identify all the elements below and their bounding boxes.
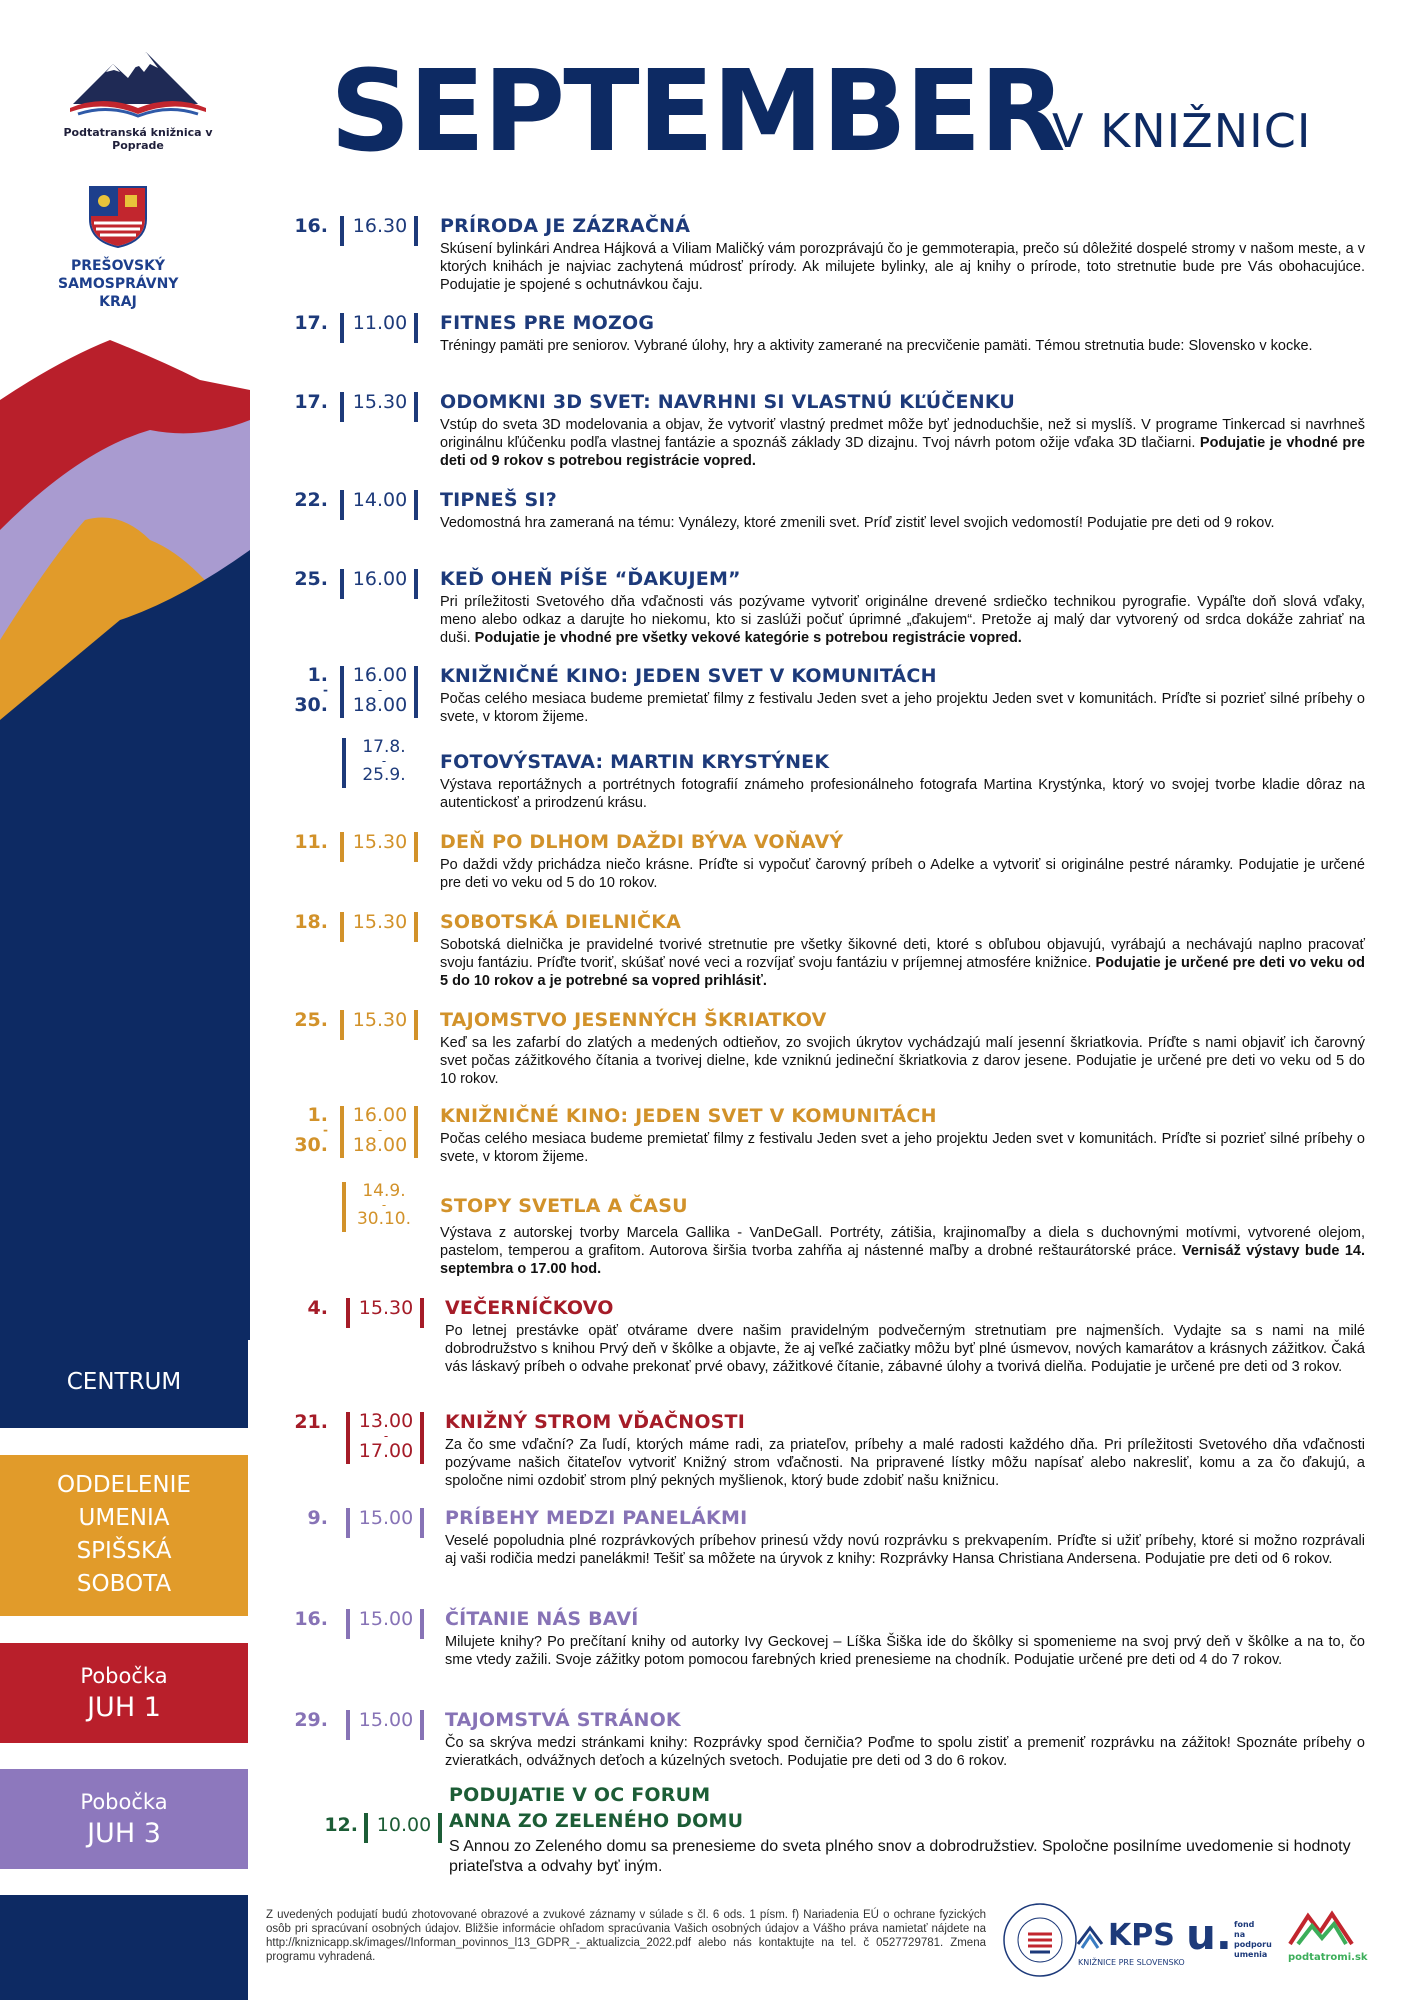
- event-day: 16.: [294, 215, 328, 237]
- event-time: 13.00 - 17.00: [358, 1410, 414, 1462]
- branch-juh1: Pobočka JUH 1: [0, 1643, 248, 1743]
- event-desc: Za čo sme vďační? Za ľudí, ktorých máme radi, za priateľov, príbehy a malé radosti každého dňa. Pri príležitosti Svetového dňa vďačnosti pozývame našich čitateľov vytvoriť Knižný strom vďačnosti. Na pripravené lístky môžu napísať alebo nakresliť, komu a za čo ďakujú, a spoločne nimi ozdobiť strom plný pekných myšlienok, ktorý bude zdobiť našu knižnicu.: [445, 1437, 1365, 1489]
- event-desc: Tréningy pamäti pre seniorov. Vybrané úlohy, hry a aktivity zamerané na precvičenie pamäti. Témou stretnutia bude: Slovensko v kocke.: [440, 338, 1313, 354]
- left-sidebar: [0, 0, 250, 2000]
- library-name: Podtatranská knižnica v Poprade: [63, 126, 213, 152]
- bottom-strip: [0, 1895, 248, 2000]
- branch-centrum: CENTRUM: [0, 1336, 248, 1428]
- event-title: FOTOVÝSTAVA: MARTIN KRYSTÝNEK: [440, 751, 830, 773]
- coat-of-arms-icon: [88, 185, 148, 249]
- branch-umenie: ODDELENIE UMENIA SPIŠSKÁ SOBOTA: [0, 1455, 248, 1616]
- event-title: STOPY SVETLA A ČASU: [440, 1195, 688, 1217]
- event-day: 4.: [307, 1297, 328, 1319]
- event-time: 15.30: [352, 1009, 408, 1031]
- event-day: 29.: [294, 1709, 328, 1731]
- event-pretitle: PODUJATIE V OC FORUM: [449, 1784, 711, 1806]
- mountains-decoration: [0, 340, 250, 1340]
- cvti-seal-icon: [1000, 1900, 1080, 1980]
- library-logo: [38, 42, 238, 152]
- podtatromi-logo: podtatromi.sk: [1288, 1908, 1388, 1963]
- footer-gdpr-text: Z uvedených podujatí budú zhotovované obrazové a zvukové záznamy v súlade s čl. 6 ods. 1 písm. f) Nariadenia EÚ o ochrane fyzických osôb pri spracúvaní osobných údajov. Bližšie informácie ohľadom spracúvania Vašich osobných údajov a Vášho práva namietať nájdete na http://kniznicapp.sk/images//Informan_povinnos_l13_GDPR_-_aktualizcia_2022.pdf alebo nás kontaktujte na tel. č 0527729781. Zmena programu vyhradená.: [266, 1909, 986, 1963]
- event-time: 15.30: [352, 831, 408, 853]
- event-time: 15.30: [352, 911, 408, 933]
- event-title: PRÍBEHY MEDZI PANELÁKMI: [445, 1507, 748, 1529]
- partner-logos: KPS KNIŽNICE PRE SLOVENSKO u. fond na podporu umenia podtatromi.sk: [1000, 1900, 1400, 1990]
- event-desc: Vstúp do sveta 3D modelovania a objav, že vytvoriť vlastný predmet môže byť jednoduchšie, než si myslíš. V programe Tinkercad si navrhneš originálnu kľúčenku podľa vlastnej fantázie a spoznáš základy 3D dizajnu. Tvoj návrh potom ožije vďaka 3D tlačiarni. Podujatie je vhodné pre deti od 9 rokov s potrebou registrácie vopred.: [440, 417, 1365, 469]
- event-title: KEĎ OHEŇ PÍŠE “ĎAKUJEM”: [440, 568, 741, 590]
- event-day: 16.: [294, 1608, 328, 1630]
- page-title: SEPTEMBER: [330, 47, 1064, 177]
- event-time: 14.9. - 30.10.: [356, 1181, 412, 1229]
- event-desc: Počas celého mesiaca budeme premietať filmy z festivalu Jeden svet a jeho projektu Jeden svet v komunitách. Príďte si pozrieť silné príbehy o svete, v ktorom žijeme.: [440, 1131, 1365, 1165]
- event-day: 25.: [294, 568, 328, 590]
- event-time: 16.30: [352, 215, 408, 237]
- event-time: 16.00: [352, 568, 408, 590]
- event-time: 15.00: [358, 1709, 414, 1731]
- event-title: TAJOMSTVO JESENNÝCH ŠKRIATKOV: [440, 1009, 827, 1031]
- event-time: 15.30: [352, 391, 408, 413]
- event-desc: Sobotská dielnička je pravidelné tvorivé stretnutie pre všetky šikovné deti, ktoré s obľubou objavujú, vyrábajú a nechávajú naplno pracovať svoju fantáziu. Príďte tvoriť, skúšať nové veci a rozvíjať svoju fantáziu v príjemnej atmosfére knižnice. Podujatie je určené pre deti vo veku od 5 do 10 rokov a je potrebné sa vopred prihlásiť.: [440, 937, 1365, 989]
- event-desc: Veselé popoludnia plné rozprávkových príbehov prinesú vždy novú rozprávku s prekvapením. Príďte si užiť príbehy, ktoré si možno rozprávali aj vaši rodičia medzi panelákmi! Tešiť sa môžete na úryvok z knihy: Rozprávky Hansa Christiana Andersena. Podujatie pre deti od 6 rokov.: [445, 1533, 1365, 1567]
- event-title: ČÍTANIE NÁS BAVÍ: [445, 1608, 639, 1630]
- mountain-book-icon: [58, 42, 218, 122]
- event-day: 18.: [294, 911, 328, 933]
- event-desc: Pri príležitosti Svetového dňa vďačnosti vás pozývame vytvoriť originálne drevené srdiečko technikou pyrografie. Vypáľte doň slová vďaky, meno alebo odkaz a darujte ho niekomu, kto si zaslúži počuť úprimné „ďakujem“. Pretože aj malý dar vytvorený od srdca dokáže zahriať na duši. Podujatie je vhodné pre všetky vekové kategórie s potrebou registrácie vopred.: [440, 594, 1365, 646]
- event-day: 1. - 30.: [294, 664, 328, 716]
- event-time: 16.00 - 18.00: [352, 1104, 408, 1156]
- event-title: TAJOMSTVÁ STRÁNOK: [445, 1709, 681, 1731]
- cvti-logo: [1000, 1900, 1080, 1984]
- event-desc: Počas celého mesiaca budeme premietať filmy z festivalu Jeden svet a jeho projektu Jeden svet v komunitách. Príďte si pozrieť silné príbehy o svete, v ktorom žijeme.: [440, 691, 1365, 725]
- event-title: ANNA ZO ZELENÉHO DOMU: [449, 1810, 744, 1832]
- event-day: 1. - 30.: [294, 1104, 328, 1156]
- event-day: 11.: [294, 831, 328, 853]
- event-desc: Po daždi vždy prichádza niečo krásne. Príďte si vypočuť čarovný príbeh o Adelke a vytvoriť si originálne pestré náramky. Podujatie je určené pre deti vo veku od 5 do 10 rokov.: [440, 857, 1365, 891]
- event-day: 17.: [294, 312, 328, 334]
- event-day: 25.: [294, 1009, 328, 1031]
- psk-logo: [58, 185, 178, 311]
- event-title: TIPNEŠ SI?: [440, 489, 557, 511]
- event-time: 15.30: [358, 1297, 414, 1319]
- event-day: 21.: [294, 1411, 328, 1433]
- event-time: 11.00: [352, 312, 408, 334]
- event-title: DEŇ PO DLHOM DAŽDI BÝVA VOŇAVÝ: [440, 831, 844, 853]
- event-desc: Čo sa skrýva medzi stránkami knihy: Rozprávky spod černičia? Poďme to spolu zistiť a premeniť rozprávku na zážitok! Spoznáte príbehy o zvieratkách, odvážnych deťoch a kúzelných svetoch. Podujatie pre deti od 3 do 6 rokov.: [445, 1735, 1365, 1769]
- event-title: VEČERNÍČKOVO: [445, 1297, 614, 1319]
- event-time: 10.00: [376, 1814, 432, 1836]
- event-desc: Po letnej prestávke opäť otvárame dvere našim pravidelným podvečerným stretnutiam pre najmenších. Vydajte sa s nami na milé dobrodružstvo s knihou Prvý deň v škôlke a objavte, že aj veľké začiatky môžu byť plné úsmevov, nových kamarátov a krásnych zážitkov. Čaká vás láskavý príbeh o odvahe prekonať prvé obavy, zážitkové čítanie, zábavné úlohy a tvorivá dielňa. Podujatie je určené pre deti od 3 rokov.: [445, 1323, 1365, 1375]
- mountains-icon: [1288, 1908, 1354, 1948]
- psk-name: PREŠOVSKÝ SAMOSPRÁVNY KRAJ: [58, 258, 179, 310]
- event-day: 22.: [294, 489, 328, 511]
- event-day: 17.: [294, 391, 328, 413]
- event-title: KNIŽNÝ STROM VĎAČNOSTI: [445, 1411, 745, 1433]
- event-time: 17.8. - 25.9.: [362, 737, 406, 785]
- event-desc: Milujete knihy? Po prečítaní knihy od autorky Ivy Geckovej – Líška Šiška ide do škôlky si spomenieme na svoj prvý deň v škôlke a na to, čo sme vtedy zažili. Svoje zážitky potom pomocou farebných kried prenesieme na chodník. Podujatie určené pre deti od 4 do 7 rokov.: [445, 1634, 1365, 1668]
- event-desc: Vedomostná hra zameraná na tému: Vynálezy, ktoré zmenili svet. Príď zistiť level svojich vedomostí! Podujatie pre deti od 9 rokov.: [440, 515, 1275, 531]
- branch-juh3: Pobočka JUH 3: [0, 1769, 248, 1869]
- event-title: KNIŽNIČNÉ KINO: JEDEN SVET V KOMUNITÁCH: [440, 1105, 937, 1127]
- event-title: KNIŽNIČNÉ KINO: JEDEN SVET V KOMUNITÁCH: [440, 665, 937, 687]
- event-title: ODOMKNI 3D SVET: NAVRHNI SI VLASTNÚ KĽÚČENKU: [440, 391, 1016, 413]
- page-subtitle: V KNIŽNICI: [1052, 104, 1312, 158]
- kps-book-icon: [1076, 1922, 1104, 1952]
- event-desc: Keď sa les zafarbí do zlatých a medených odtieňov, zo svojich úkrytov vychádzajú malí jesenní škriatkovia. Príďte s nami objaviť ich čarovný svet počas zážitkového čítania a tvorivej dielne, kde vzniknú jedineční škriatkovia z darov jesene. Podujatie je určené pre deti vo veku od 5 do 10 rokov.: [440, 1035, 1365, 1087]
- event-title: FITNES PRE MOZOG: [440, 312, 655, 334]
- event-time: 16.00 - 18.00: [352, 664, 408, 716]
- event-desc: Výstava z autorskej tvorby Marcela Gallika - VanDeGall. Portréty, zátišia, krajinomaľby a diela s duchovnými motívmi, vytvorené olejom, pastelom, temperou a grafitom. Autorova širšia tvorba zahŕňa aj nástenné maľby a drobné reštaurátorské práce. Vernisáž výstavy bude 14. septembra o 17.00 hod.: [440, 1225, 1366, 1277]
- event-time: 15.00: [358, 1507, 414, 1529]
- event-time: 15.00: [358, 1608, 414, 1630]
- event-day: 9.: [307, 1507, 328, 1529]
- event-title: PRÍRODA JE ZÁZRAČNÁ: [440, 215, 691, 237]
- event-title: SOBOTSKÁ DIELNIČKA: [440, 911, 682, 933]
- event-desc: Výstava reportážnych a portrétnych fotografií známeho profesionálneho fotografa Martina Krystýnka, ktorý vo svojej tvorbe kladie dôraz na autentickosť a prirodzenú krásu.: [440, 777, 1365, 811]
- event-desc: S Annou zo Zeleného domu sa prenesieme do sveta plného snov a dobrodružstiev. Spoločne posilníme uvedomenie si hodnoty priateľstva a odvahy byť iným.: [449, 1838, 1351, 1875]
- event-time: 14.00: [352, 489, 408, 511]
- event-day: 12.: [324, 1814, 358, 1836]
- event-desc: Skúsení bylinkári Andrea Hájková a Viliam Maličký vám porozprávajú čo je gemmoterapia, prečo sú dôležité dospelé stromy v našom meste, a v ktorých knihách je najviac zachytená múdrosť prírody. Ak milujete bylinky, ale aj knihy o prírode, toto stretnutie bude pre Vás obohacujúce. Podujatie je spojené s ochutnávkou čaju.: [440, 241, 1365, 293]
